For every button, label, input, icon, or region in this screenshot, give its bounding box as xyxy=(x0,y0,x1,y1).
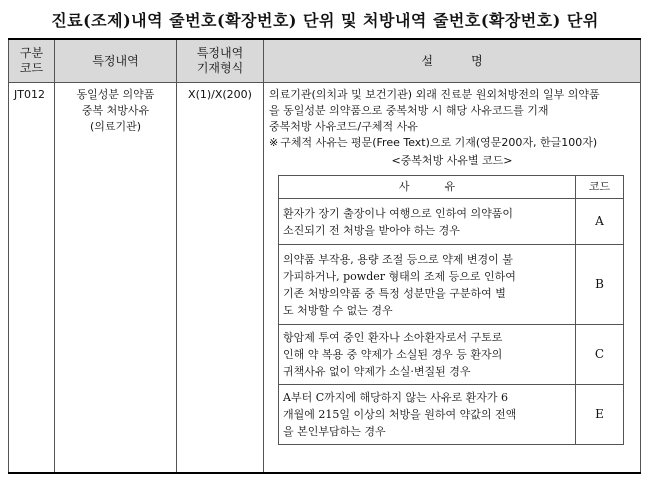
reason-line: 귀책사유 없이 약제가 소실·변질된 경우 xyxy=(283,365,471,378)
reason-cell xyxy=(279,199,576,245)
reason-line: 을 본인부담하는 경우 xyxy=(283,425,386,438)
note-mark: ※ xyxy=(269,136,279,149)
header-code xyxy=(9,39,55,83)
header-desc: 설 명 xyxy=(264,39,641,83)
page-title: 진료(조제)내역 줄번호(확장번호) 단위 및 처방내역 줄번호(확장번호) 단위 xyxy=(51,11,599,30)
table-row xyxy=(279,245,624,325)
desc-line2: 을 동일성분 의약품으로 중복처방 시 해당 사유코드를 기재 xyxy=(269,104,549,117)
desc-note xyxy=(269,135,635,151)
reason-line: 기존 처방의약품 중 특정 성분만을 구분하여 별 xyxy=(283,286,506,300)
reason-line: 도 처방할 수 없는 경우 xyxy=(283,303,393,317)
reason-line: 개월에 215일 이상의 처방을 원하여 약값의 전액 xyxy=(283,408,517,421)
reason-line: 환자가 장기 출장이나 여행으로 인하여 의약품이 xyxy=(283,206,514,220)
reason-code-table xyxy=(278,175,624,445)
spec-table xyxy=(8,38,641,474)
header-form xyxy=(177,39,264,83)
sub-header-reason: 사 유 xyxy=(279,176,576,199)
desc-line3: 중복처방 사유코드/구체적 사유 xyxy=(269,120,418,133)
reason-line: 인해 약 복용 중 약제가 소실된 경우 등 환자의 xyxy=(283,348,503,361)
desc-line1: 의료기관(의치과 및 보건기관) 외래 진료분 원외처방전의 일부 의약품 xyxy=(269,88,600,101)
reason-code: A xyxy=(576,199,624,245)
reason-line: A부터 C까지에 해당하지 않는 사유로 환자가 6 xyxy=(283,391,508,404)
header-item: 특정내역 xyxy=(55,39,177,83)
reason-line: 가피하거나, powder 형태의 조제 등으로 인하여 xyxy=(283,269,516,283)
sub-header-code: 코드 xyxy=(576,176,624,199)
reason-line: 항암제 투여 중인 환자나 소아환자로서 구토로 xyxy=(283,331,503,344)
reason-cell xyxy=(279,245,576,325)
reason-line: 의약품 부작용, 용량 조절 등으로 약제 변경이 불 xyxy=(283,252,513,266)
header-form-line1: 특정내역 xyxy=(196,46,244,60)
reason-line: 소진되기 전 처방을 받아야 하는 경우 xyxy=(283,223,460,237)
sub-header-row xyxy=(279,176,624,199)
reason-cell xyxy=(279,325,576,385)
header-code-line2: 코드 xyxy=(19,61,44,75)
table-row xyxy=(279,325,624,385)
note-text: 구체적 사유는 평문(Free Text)으로 기재(영문200자, 한글100자) xyxy=(280,136,598,149)
header-form-line2: 기재형식 xyxy=(196,61,244,75)
row-item-line3: (의료기관) xyxy=(89,120,142,133)
reason-cell xyxy=(279,385,576,445)
reason-code: E xyxy=(576,385,624,445)
row-item xyxy=(55,83,177,474)
row-code: JT012 xyxy=(9,83,55,474)
row-description xyxy=(264,83,641,474)
sub-table-caption: <중복처방 사유별 코드> xyxy=(391,154,513,167)
header-row xyxy=(9,39,641,83)
table-row xyxy=(9,83,641,474)
row-item-line2: 중복 처방사유 xyxy=(81,104,150,117)
row-form: X(1)/X(200) xyxy=(177,83,264,474)
header-code-line1: 구분 xyxy=(19,46,44,60)
table-row xyxy=(279,199,624,245)
row-item-line1: 동일성분 의약품 xyxy=(76,88,155,101)
table-row xyxy=(279,385,624,445)
reason-code: C xyxy=(576,325,624,385)
reason-code: B xyxy=(576,245,624,325)
